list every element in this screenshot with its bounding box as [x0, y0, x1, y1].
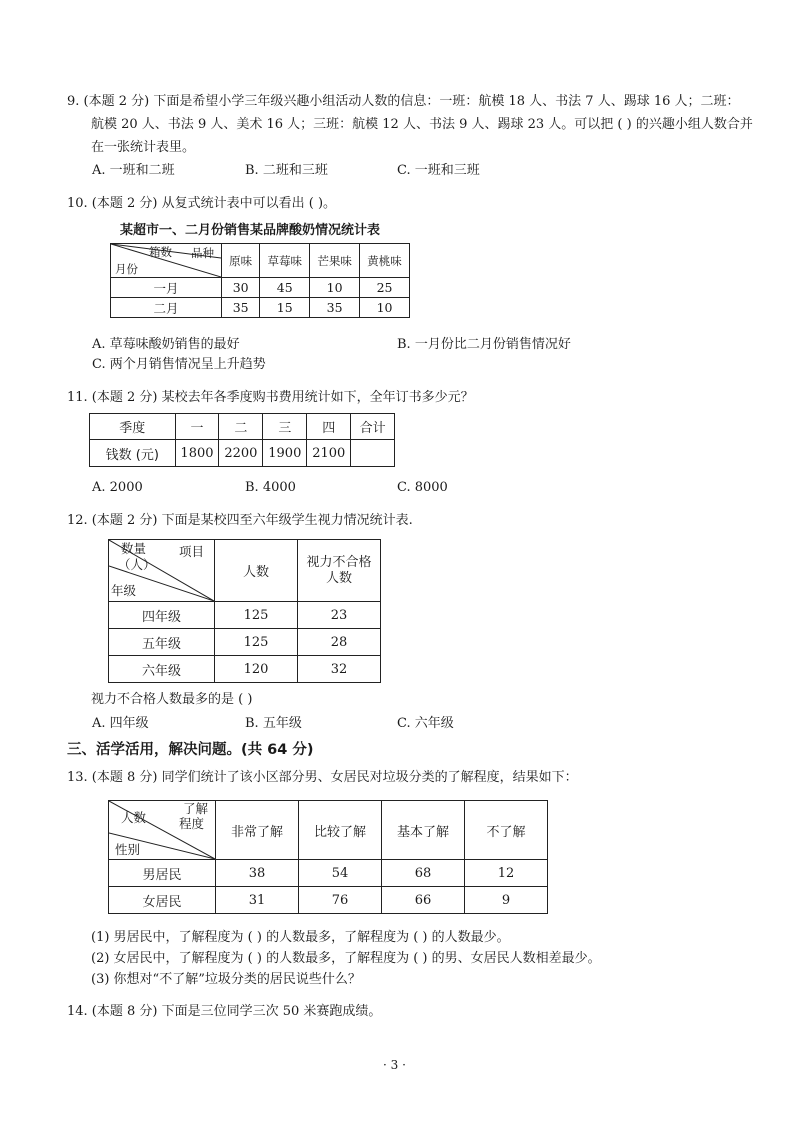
q10-table — [110, 243, 410, 318]
table-cell: 15 — [260, 298, 310, 318]
q11-header: 四 — [307, 414, 351, 440]
table-cell: 35 — [310, 298, 360, 318]
q10-corner-cell — [111, 244, 222, 278]
q12-header-count: 人数 — [215, 540, 298, 602]
q12-corner-top-left-2: （人） — [118, 557, 156, 572]
q10-stem: 10. (本题 2 分) 从复式统计表中可以看出 ( )。 — [67, 196, 337, 211]
q10-header: 黄桃味 — [360, 244, 410, 278]
q12-corner-top-right: 项目 — [179, 544, 205, 559]
table-row — [109, 860, 548, 887]
table-cell: 125 — [215, 602, 298, 629]
q13-corner-cell — [109, 801, 216, 860]
q9-line2: 航模 20 人、书法 9 人、美术 16 人；三班：航模 12 人、书法 9 人、踢球 23 人。可以把 ( ) 的兴趣小组人数合并 — [91, 117, 753, 132]
table-row — [90, 440, 395, 467]
table-cell: 35 — [222, 298, 260, 318]
table-row — [111, 278, 410, 298]
table-cell: 125 — [215, 629, 298, 656]
q13-sub3: (3) 你想对“不了解”垃圾分类的居民说些什么？ — [91, 972, 361, 987]
table-row — [109, 887, 548, 914]
table-cell: 31 — [216, 887, 299, 914]
table-cell: 1800 — [175, 440, 219, 467]
table-cell: 54 — [299, 860, 382, 887]
q11-option-c[interactable]: C. 8000 — [397, 480, 448, 495]
q11-header: 二 — [219, 414, 263, 440]
q11-stem: 11. (本题 2 分) 某校去年各季度购书费用统计如下，全年订书多少元？ — [67, 390, 474, 405]
q13-sub2: (2) 女居民中，了解程度为 ( ) 的人数最多，了解程度为 ( ) 的男、女居民人数相差最少。 — [91, 951, 601, 966]
row-label: 女居民 — [109, 887, 216, 914]
q10-table-title: 某超市一、二月份销售某品牌酸奶情况统计表 — [120, 223, 381, 238]
q13-corner-bottom: 性别 — [115, 842, 141, 857]
q11-header: 季度 — [90, 414, 176, 440]
table-cell: 9 — [465, 887, 548, 914]
q13-table — [108, 800, 548, 914]
q10-header: 芒果味 — [310, 244, 360, 278]
total-cell[interactable] — [351, 440, 395, 467]
q12-option-b[interactable]: B. 五年级 — [245, 716, 302, 731]
q11-header: 合计 — [351, 414, 395, 440]
row-label: 二月 — [111, 298, 222, 318]
table-cell: 2100 — [307, 440, 351, 467]
q12-corner-bottom: 年级 — [111, 583, 137, 598]
table-cell: 23 — [298, 602, 381, 629]
table-cell: 66 — [382, 887, 465, 914]
row-label: 男居民 — [109, 860, 216, 887]
q12-corner-top-left: 数量 — [121, 541, 147, 556]
q13-corner-top-left: 人数 — [121, 810, 147, 825]
q13-header: 非常了解 — [216, 801, 299, 860]
table-cell: 32 — [298, 656, 381, 683]
q9-option-c[interactable]: C. 一班和三班 — [397, 163, 480, 178]
table-cell: 76 — [299, 887, 382, 914]
q12-header-fail-line2: 人数 — [326, 570, 353, 586]
table-cell: 45 — [260, 278, 310, 298]
q11-table — [89, 413, 395, 467]
row-label: 六年级 — [109, 656, 215, 683]
table-cell: 2200 — [219, 440, 263, 467]
table-cell: 68 — [382, 860, 465, 887]
q12-header-fail — [298, 540, 381, 602]
q12-header-fail-line1: 视力不合格 — [306, 554, 372, 570]
table-cell: 120 — [215, 656, 298, 683]
table-row — [111, 298, 410, 318]
q12-table — [108, 539, 381, 683]
q10-option-a[interactable]: A. 草莓味酸奶销售的最好 — [92, 337, 240, 352]
q9-line3: 在一张统计表里。 — [91, 140, 196, 155]
table-cell: 1900 — [263, 440, 307, 467]
table-row — [109, 629, 381, 656]
table-cell: 30 — [222, 278, 260, 298]
q13-corner-top-right: 了解 — [183, 801, 209, 816]
table-row — [109, 602, 381, 629]
q11-option-b[interactable]: B. 4000 — [245, 480, 296, 495]
q9-line1: 9. (本题 2 分) 下面是希望小学三年级兴趣小组活动人数的信息：一班：航模 18 人、书法 7 人、踢球 16 人；二班： — [67, 94, 740, 109]
q13-header: 基本了解 — [382, 801, 465, 860]
row-label: 钱数 (元) — [90, 440, 176, 467]
q12-option-c[interactable]: C. 六年级 — [397, 716, 454, 731]
table-cell: 38 — [216, 860, 299, 887]
q10-header: 原味 — [222, 244, 260, 278]
q12-question: 视力不合格人数最多的是 ( ) — [91, 692, 253, 707]
row-label: 四年级 — [109, 602, 215, 629]
q12-option-a[interactable]: A. 四年级 — [92, 716, 149, 731]
table-cell: 10 — [360, 298, 410, 318]
table-cell: 12 — [465, 860, 548, 887]
q10-option-c[interactable]: C. 两个月销售情况呈上升趋势 — [92, 357, 266, 372]
q13-header: 不了解 — [465, 801, 548, 860]
table-row — [109, 656, 381, 683]
q13-corner-top-right-2: 程度 — [179, 816, 205, 831]
q10-corner-top: 箱数 — [149, 245, 172, 259]
table-cell: 25 — [360, 278, 410, 298]
q14-stem: 14. (本题 8 分) 下面是三位同学三次 50 米赛跑成绩。 — [67, 1004, 382, 1019]
q11-header: 一 — [175, 414, 219, 440]
q13-sub1: (1) 男居民中，了解程度为 ( ) 的人数最多，了解程度为 ( ) 的人数最少。 — [91, 930, 510, 945]
q11-option-a[interactable]: A. 2000 — [92, 480, 143, 495]
q10-header: 草莓味 — [260, 244, 310, 278]
page-number: · 3 · — [383, 1058, 406, 1072]
q10-option-b[interactable]: B. 一月份比二月份销售情况好 — [397, 337, 571, 352]
table-cell: 28 — [298, 629, 381, 656]
row-label: 五年级 — [109, 629, 215, 656]
q9-option-b[interactable]: B. 二班和三班 — [245, 163, 328, 178]
q10-corner-bottom: 月份 — [115, 262, 138, 276]
q12-stem: 12. (本题 2 分) 下面是某校四至六年级学生视力情况统计表. — [67, 513, 413, 528]
q12-corner-cell — [109, 540, 215, 602]
q9-option-a[interactable]: A. 一班和二班 — [92, 163, 175, 178]
q11-header: 三 — [263, 414, 307, 440]
row-label: 一月 — [111, 278, 222, 298]
section-title: 三、活学活用，解决问题。(共 64 分) — [67, 742, 314, 758]
q10-corner-right: 品种 — [191, 246, 214, 260]
q13-header: 比较了解 — [299, 801, 382, 860]
table-cell: 10 — [310, 278, 360, 298]
q13-stem: 13. (本题 8 分) 同学们统计了该小区部分男、女居民对垃圾分类的了解程度，结果如下： — [67, 770, 578, 785]
